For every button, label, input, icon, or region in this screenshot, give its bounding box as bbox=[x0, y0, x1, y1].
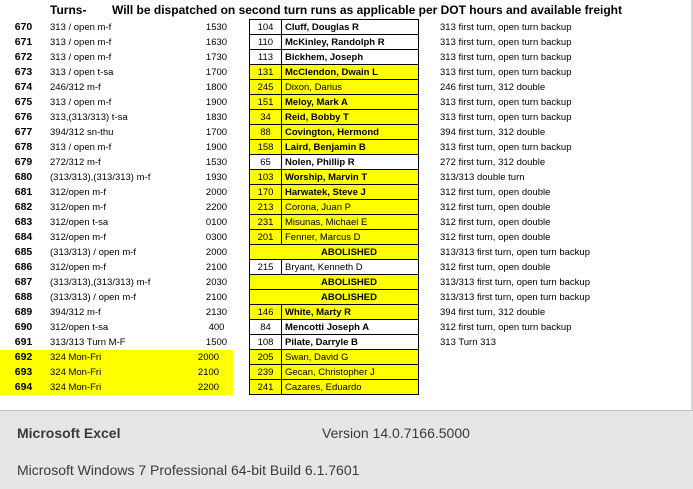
driver-cell[interactable] bbox=[249, 110, 419, 125]
note-cell[interactable]: 313 first turn, open turn backup bbox=[440, 97, 572, 108]
schedule-cell[interactable]: 313 / open m-f bbox=[50, 142, 112, 153]
table-row[interactable] bbox=[0, 65, 693, 80]
time-cell[interactable]: 1700 bbox=[205, 67, 228, 78]
note-cell[interactable]: 313/313 first turn, open turn backup bbox=[440, 292, 590, 303]
table-row[interactable] bbox=[0, 275, 693, 290]
driver-name: Laird, Benjamin B bbox=[285, 142, 366, 153]
driver-name: Bryant, Kenneth D bbox=[285, 262, 363, 273]
driver-number: 231 bbox=[250, 215, 282, 229]
driver-name: Corona, Juan P bbox=[285, 202, 352, 213]
run-number-cell[interactable]: 693 bbox=[0, 365, 47, 380]
driver-number: 131 bbox=[250, 65, 282, 79]
driver-cell[interactable] bbox=[249, 305, 419, 320]
driver-name: Harwatek, Steve J bbox=[285, 187, 366, 198]
table-row[interactable] bbox=[0, 230, 693, 245]
driver-number: 170 bbox=[250, 185, 282, 199]
driver-name: Dixon, Darius bbox=[285, 82, 343, 93]
driver-name: Worship, Marvin T bbox=[285, 172, 368, 183]
driver-cell[interactable] bbox=[249, 290, 419, 305]
note-cell[interactable]: 394 first turn, 312 double bbox=[440, 307, 546, 318]
schedule-cell[interactable]: 313 / open t-sa bbox=[50, 67, 114, 78]
driver-cell[interactable] bbox=[249, 65, 419, 80]
run-number-cell[interactable]: 671 bbox=[14, 36, 33, 48]
schedule-cell[interactable]: 313 / open m-f bbox=[50, 97, 112, 108]
driver-cell[interactable] bbox=[249, 320, 419, 335]
table-row[interactable] bbox=[0, 140, 693, 155]
driver-name: Reid, Bobby T bbox=[285, 112, 349, 123]
run-number-cell[interactable]: 679 bbox=[14, 156, 33, 168]
dispatch-notice: Will be dispatched on second turn runs as applicable per DOT hours and available freight bbox=[112, 3, 622, 17]
run-number-cell[interactable]: 678 bbox=[14, 141, 33, 153]
table-row[interactable] bbox=[0, 35, 693, 50]
note-cell[interactable] bbox=[440, 365, 693, 380]
driver-name: Bickhem, Joseph bbox=[285, 52, 364, 63]
table-row[interactable] bbox=[0, 80, 693, 95]
table-row[interactable] bbox=[0, 320, 693, 335]
schedule-cell[interactable]: 272/312 m-f bbox=[50, 157, 101, 168]
time-cell[interactable]: 2030 bbox=[205, 277, 228, 288]
driver-cell[interactable] bbox=[249, 95, 419, 110]
time-cell[interactable]: 2000 bbox=[205, 187, 228, 198]
time-cell[interactable]: 1530 bbox=[205, 22, 228, 33]
time-cell[interactable]: 2100 bbox=[184, 365, 233, 380]
time-cell[interactable]: 1900 bbox=[205, 97, 228, 108]
driver-cell[interactable] bbox=[249, 365, 419, 380]
schedule-cell[interactable]: 313,(313/313) t-sa bbox=[50, 112, 128, 123]
driver-cell[interactable] bbox=[249, 230, 419, 245]
driver-cell[interactable] bbox=[249, 80, 419, 95]
driver-number: 110 bbox=[250, 35, 282, 49]
table-row[interactable] bbox=[0, 335, 693, 350]
driver-cell[interactable] bbox=[249, 380, 419, 395]
driver-cell[interactable] bbox=[249, 335, 419, 350]
driver-name: Covington, Hermond bbox=[285, 127, 379, 138]
table-row[interactable] bbox=[0, 305, 693, 320]
driver-number: 241 bbox=[250, 380, 282, 394]
schedule-cell[interactable]: 312/open m-f bbox=[50, 202, 106, 213]
time-cell[interactable]: 400 bbox=[208, 322, 225, 333]
driver-number: 151 bbox=[250, 95, 282, 109]
driver-number: 65 bbox=[250, 155, 282, 169]
run-number-cell[interactable]: 683 bbox=[14, 216, 33, 228]
table-row[interactable] bbox=[0, 350, 693, 365]
note-cell[interactable]: 312 first turn, open double bbox=[440, 202, 551, 213]
time-cell[interactable]: 2100 bbox=[205, 292, 228, 303]
driver-number: 113 bbox=[250, 50, 282, 64]
run-number-cell[interactable]: 676 bbox=[14, 111, 33, 123]
note-cell[interactable] bbox=[440, 380, 693, 395]
note-cell[interactable]: 272 first turn, 312 double bbox=[440, 157, 546, 168]
run-number-cell[interactable]: 685 bbox=[14, 246, 33, 258]
run-number-cell[interactable]: 674 bbox=[14, 81, 33, 93]
schedule-cell[interactable]: 324 Mon-Fri bbox=[47, 350, 184, 365]
table-row[interactable] bbox=[0, 125, 693, 140]
note-cell[interactable]: 312 first turn, open double bbox=[440, 262, 551, 273]
schedule-cell[interactable]: 394/312 sn-thu bbox=[50, 127, 114, 138]
note-cell[interactable]: 313 first turn, open turn backup bbox=[440, 37, 572, 48]
run-number-cell[interactable]: 688 bbox=[14, 291, 33, 303]
run-number-cell[interactable]: 690 bbox=[14, 321, 33, 333]
schedule-cell[interactable]: 313 / open m-f bbox=[50, 52, 112, 63]
note-cell[interactable]: 312 first turn, open double bbox=[440, 232, 551, 243]
run-number-cell[interactable]: 672 bbox=[14, 51, 33, 63]
time-cell[interactable]: 1730 bbox=[205, 52, 228, 63]
note-cell[interactable]: 313 first turn, open turn backup bbox=[440, 52, 572, 63]
note-cell[interactable]: 394 first turn, 312 double bbox=[440, 127, 546, 138]
note-cell[interactable] bbox=[440, 350, 693, 365]
schedule-cell[interactable]: 312/open t-sa bbox=[50, 217, 109, 228]
driver-cell[interactable] bbox=[249, 200, 419, 215]
table-row[interactable] bbox=[0, 20, 693, 35]
driver-name: Meloy, Mark A bbox=[285, 97, 348, 108]
driver-number: 146 bbox=[250, 305, 282, 319]
schedule-cell[interactable]: 313 / open m-f bbox=[50, 22, 112, 33]
driver-number: 215 bbox=[250, 260, 282, 274]
time-cell[interactable]: 2130 bbox=[205, 307, 228, 318]
driver-cell[interactable] bbox=[249, 245, 419, 260]
run-number-cell[interactable]: 686 bbox=[14, 261, 33, 273]
driver-name: McKinley, Randolph R bbox=[285, 37, 385, 48]
schedule-cell[interactable]: 312/open t-sa bbox=[50, 322, 109, 333]
time-cell[interactable]: 1700 bbox=[205, 127, 228, 138]
schedule-cell[interactable]: 324 Mon-Fri bbox=[47, 365, 184, 380]
turns-label: Turns- bbox=[50, 3, 87, 17]
note-cell[interactable]: 312 first turn, open double bbox=[440, 187, 551, 198]
time-cell[interactable]: 2000 bbox=[184, 350, 233, 365]
note-cell[interactable]: 313/313 double turn bbox=[440, 172, 525, 183]
driver-name: ABOLISHED bbox=[321, 292, 377, 303]
driver-name: Misunas, Michael E bbox=[285, 217, 368, 228]
table-row[interactable] bbox=[0, 170, 693, 185]
schedule-cell[interactable]: 312/open m-f bbox=[50, 232, 106, 243]
schedule-cell[interactable]: 313 / open m-f bbox=[50, 37, 112, 48]
time-cell[interactable]: 1530 bbox=[205, 157, 228, 168]
time-cell[interactable]: 1500 bbox=[205, 337, 228, 348]
driver-name: Pilate, Darryle B bbox=[285, 337, 358, 348]
run-number-cell[interactable]: 677 bbox=[14, 126, 33, 138]
note-cell[interactable]: 313 first turn, open turn backup bbox=[440, 22, 572, 33]
app-name: Microsoft Excel bbox=[17, 425, 121, 441]
note-cell[interactable]: 313/313 first turn, open turn backup bbox=[440, 277, 590, 288]
driver-cell[interactable] bbox=[249, 215, 419, 230]
table-row[interactable] bbox=[0, 185, 693, 200]
driver-cell[interactable] bbox=[249, 275, 419, 290]
time-cell[interactable]: 2100 bbox=[205, 262, 228, 273]
schedule-cell[interactable]: (313/313) / open m-f bbox=[50, 292, 137, 303]
time-cell[interactable]: 2200 bbox=[184, 380, 233, 395]
driver-number: 245 bbox=[250, 80, 282, 94]
driver-number: 201 bbox=[250, 230, 282, 244]
time-cell[interactable]: 1830 bbox=[205, 112, 228, 123]
driver-name: Cazares, Eduardo bbox=[285, 382, 362, 393]
time-cell[interactable]: 0300 bbox=[205, 232, 228, 243]
note-cell[interactable]: 312 first turn, open double bbox=[440, 217, 551, 228]
driver-number: 103 bbox=[250, 170, 282, 184]
run-number-cell[interactable]: 694 bbox=[0, 380, 47, 395]
driver-cell[interactable] bbox=[249, 20, 419, 35]
driver-number: 239 bbox=[250, 365, 282, 379]
driver-number: 108 bbox=[250, 335, 282, 349]
driver-name: Gecan, Christopher J bbox=[285, 367, 375, 378]
version-text: Version 14.0.7166.5000 bbox=[322, 425, 470, 441]
driver-name: Nolen, Phillip R bbox=[285, 157, 355, 168]
note-cell[interactable]: 313/313 first turn, open turn backup bbox=[440, 247, 590, 258]
driver-name: Mencotti Joseph A bbox=[285, 322, 370, 333]
note-cell[interactable]: 313 first turn, open turn backup bbox=[440, 67, 572, 78]
driver-cell[interactable] bbox=[249, 140, 419, 155]
table-row[interactable] bbox=[0, 200, 693, 215]
table-row[interactable] bbox=[0, 260, 693, 275]
driver-cell[interactable] bbox=[249, 350, 419, 365]
time-cell[interactable]: 2000 bbox=[205, 247, 228, 258]
schedule-cell[interactable]: 246/312 m-f bbox=[50, 82, 101, 93]
note-cell[interactable]: 246 first turn, 312 double bbox=[440, 82, 546, 93]
driver-name: White, Marty R bbox=[285, 307, 351, 318]
driver-number: 88 bbox=[250, 125, 282, 139]
time-cell[interactable]: 2200 bbox=[205, 202, 228, 213]
table-row[interactable] bbox=[0, 290, 693, 305]
driver-cell[interactable] bbox=[249, 35, 419, 50]
schedule-cell[interactable]: (313/313),(313/313) m-f bbox=[50, 172, 151, 183]
time-cell[interactable]: 1800 bbox=[205, 82, 228, 93]
driver-cell[interactable] bbox=[249, 170, 419, 185]
schedule-cell[interactable]: 313/313 Turn M-F bbox=[50, 337, 126, 348]
time-cell[interactable]: 0100 bbox=[205, 217, 228, 228]
table-row[interactable] bbox=[0, 380, 693, 395]
schedule-cell[interactable]: (313/313),(313/313) m-f bbox=[50, 277, 151, 288]
table-row[interactable] bbox=[0, 215, 693, 230]
table-row[interactable] bbox=[0, 155, 693, 170]
table-row[interactable] bbox=[0, 245, 693, 260]
driver-number: 104 bbox=[250, 20, 282, 34]
driver-name: McClendon, Dwain L bbox=[285, 67, 378, 78]
sheet-header bbox=[50, 3, 622, 17]
schedule-cell[interactable]: 324 Mon-Fri bbox=[47, 380, 184, 395]
note-cell[interactable]: 313 first turn, open turn backup bbox=[440, 112, 572, 123]
schedule-cell[interactable]: 312/open m-f bbox=[50, 262, 106, 273]
run-number-cell[interactable]: 673 bbox=[14, 66, 33, 78]
driver-name: ABOLISHED bbox=[321, 277, 377, 288]
driver-name: Fenner, Marcus D bbox=[285, 232, 361, 243]
schedule-cell[interactable]: 312/open m-f bbox=[50, 187, 106, 198]
table-row[interactable] bbox=[0, 110, 693, 125]
os-info: Microsoft Windows 7 Professional 64-bit Build 6.1.7601 bbox=[17, 462, 360, 478]
time-cell[interactable]: 1630 bbox=[205, 37, 228, 48]
schedule-cell[interactable]: (313/313) / open m-f bbox=[50, 247, 137, 258]
driver-number: 205 bbox=[250, 350, 282, 364]
driver-number: 213 bbox=[250, 200, 282, 214]
driver-name: Swan, David G bbox=[285, 352, 349, 363]
table-row[interactable] bbox=[0, 50, 693, 65]
driver-name: Cluff, Douglas R bbox=[285, 22, 359, 33]
driver-number: 84 bbox=[250, 320, 282, 334]
run-number-cell[interactable]: 682 bbox=[14, 201, 33, 213]
driver-name: ABOLISHED bbox=[321, 247, 377, 258]
note-cell[interactable]: 312 first turn, open turn backup bbox=[440, 322, 572, 333]
run-number-cell[interactable]: 680 bbox=[14, 171, 33, 183]
note-cell[interactable]: 313 first turn, open turn backup bbox=[440, 142, 572, 153]
driver-cell[interactable] bbox=[249, 260, 419, 275]
run-number-cell[interactable]: 670 bbox=[14, 21, 33, 33]
about-footer bbox=[0, 410, 693, 489]
driver-cell[interactable] bbox=[249, 125, 419, 140]
run-number-cell[interactable]: 692 bbox=[0, 350, 47, 365]
driver-cell[interactable] bbox=[249, 50, 419, 65]
time-cell[interactable]: 1930 bbox=[205, 172, 228, 183]
run-number-cell[interactable]: 681 bbox=[14, 186, 33, 198]
driver-cell[interactable] bbox=[249, 185, 419, 200]
driver-cell[interactable] bbox=[249, 155, 419, 170]
driver-number: 158 bbox=[250, 140, 282, 154]
run-number-cell[interactable]: 684 bbox=[14, 231, 33, 243]
run-number-cell[interactable]: 689 bbox=[14, 306, 33, 318]
run-number-cell[interactable]: 687 bbox=[14, 276, 33, 288]
table-row[interactable] bbox=[0, 365, 693, 380]
run-number-cell[interactable]: 675 bbox=[14, 96, 33, 108]
time-cell[interactable]: 1900 bbox=[205, 142, 228, 153]
note-cell[interactable]: 313 Turn 313 bbox=[440, 337, 496, 348]
table-row[interactable] bbox=[0, 95, 693, 110]
run-number-cell[interactable]: 691 bbox=[14, 336, 33, 348]
driver-number: 34 bbox=[250, 110, 282, 124]
schedule-cell[interactable]: 394/312 m-f bbox=[50, 307, 101, 318]
